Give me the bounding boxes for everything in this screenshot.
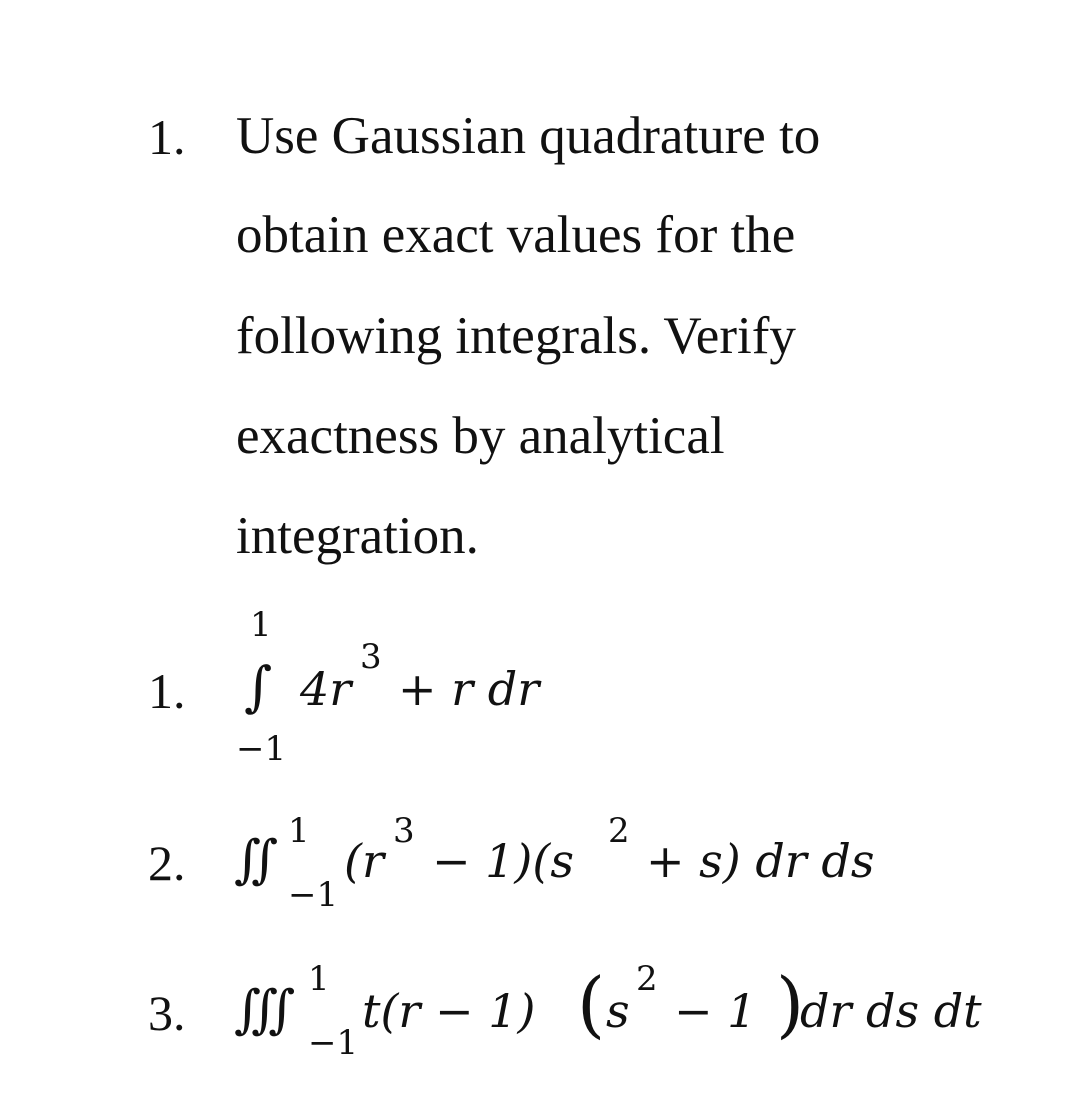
instruction-line: integration. bbox=[236, 507, 479, 565]
upper-limit: 1 bbox=[308, 959, 330, 999]
factor: − 1 bbox=[674, 984, 757, 1038]
term: 4r bbox=[300, 662, 352, 716]
big-paren-close: ) bbox=[776, 962, 805, 1046]
factor: s bbox=[606, 984, 630, 1038]
problem-number: 1. bbox=[148, 663, 186, 719]
triple-integral-sign: ∭ bbox=[234, 980, 296, 1040]
problem-number: 3. bbox=[148, 985, 186, 1041]
lower-limit: −1 bbox=[236, 729, 287, 769]
factor: + s) dr ds bbox=[646, 834, 875, 888]
double-integral-sign: ∬ bbox=[234, 830, 279, 890]
term: + r dr bbox=[398, 662, 540, 716]
instruction-line: following integrals. Verify bbox=[236, 307, 796, 365]
instruction-line: exactness by analytical bbox=[236, 407, 725, 465]
instruction-line: Use Gaussian quadrature to bbox=[236, 107, 821, 165]
exponent: 2 bbox=[608, 811, 630, 851]
exponent: 3 bbox=[360, 637, 382, 677]
lower-limit: −1 bbox=[288, 875, 339, 915]
upper-limit: 1 bbox=[288, 811, 310, 851]
integral-sign: ∫ bbox=[244, 655, 273, 718]
factor: dr ds dt bbox=[800, 984, 982, 1038]
lower-limit: −1 bbox=[308, 1023, 359, 1063]
problem-number: 2. bbox=[148, 835, 186, 891]
factor: (r bbox=[344, 834, 384, 888]
exponent: 2 bbox=[636, 959, 658, 999]
big-paren-open: ( bbox=[577, 962, 606, 1046]
factor: − 1)(s bbox=[432, 834, 574, 888]
exponent: 3 bbox=[393, 811, 415, 851]
instruction-line: obtain exact values for the bbox=[236, 206, 796, 264]
factor: t(r − 1) bbox=[362, 984, 536, 1038]
upper-limit: 1 bbox=[250, 605, 272, 645]
list-number: 1. bbox=[148, 109, 186, 165]
